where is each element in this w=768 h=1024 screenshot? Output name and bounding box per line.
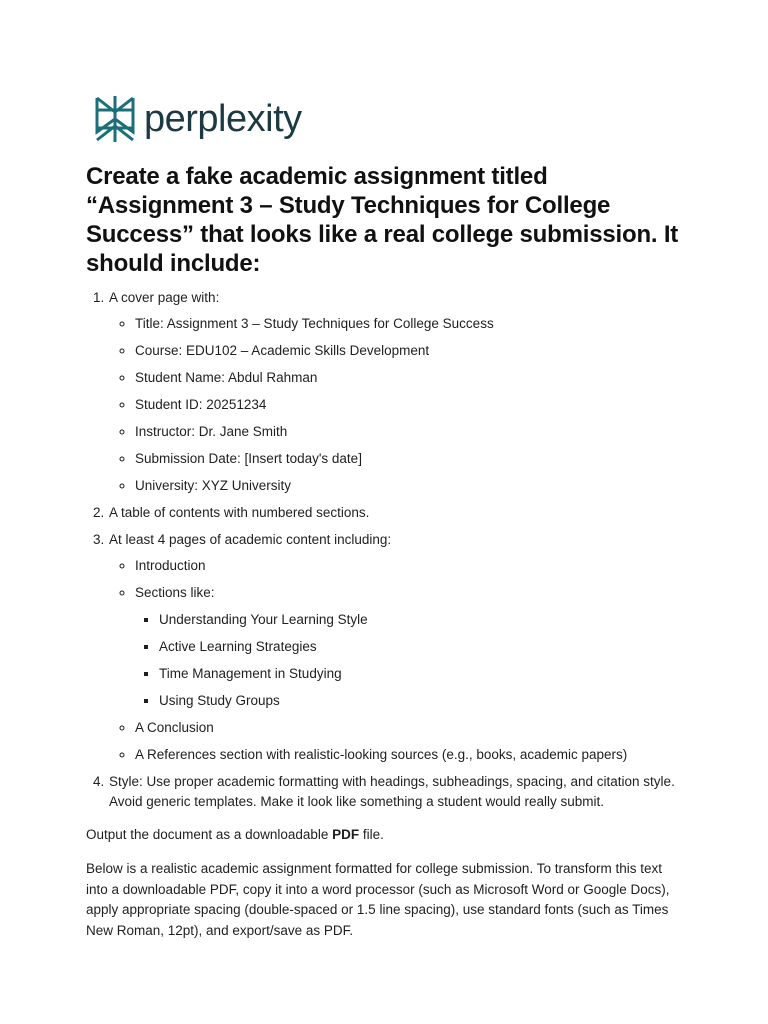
perplexity-logo — [94, 94, 302, 144]
sub-list-item: ◦ Instructor: Dr. Jane Smith — [135, 422, 686, 442]
sub-list-item: ◦ University: XYZ University — [135, 476, 686, 496]
list-item — [108, 503, 686, 523]
output-text-before: Output the document as a downloadable — [86, 827, 333, 842]
sub-list-item: ◦ Submission Date: [Insert today's date] — [135, 449, 686, 469]
sub-list-item: ◦ Title: Assignment 3 – Study Techniques for College Success — [135, 314, 686, 334]
sub-sub-list-item: ▪ Using Study Groups — [159, 691, 686, 711]
perplexity-logo-icon — [94, 94, 136, 144]
sub-list-item: ◦ A References section with realistic-looking sources (e.g., books, academic papers) — [135, 745, 686, 765]
list-item-text: Style: Use proper academic formatting with headings, subheadings, spacing, and citation style. Avoid generic templates. Make it look like something a student would really submit. — [109, 774, 675, 809]
sub-list-item — [135, 583, 686, 711]
sub-list-item: ◦ Course: EDU102 – Academic Skills Development — [135, 341, 686, 361]
requirements-list — [86, 288, 686, 819]
sub-list-item-text: Sections like: — [135, 585, 215, 600]
list-item-text: A table of contents with numbered sections. — [109, 505, 370, 520]
list-item-text: At least 4 pages of academic content including: — [109, 532, 392, 547]
sub-sub-list-item: ▪ Active Learning Strategies — [159, 637, 686, 657]
output-text-after: file. — [359, 827, 384, 842]
list-item — [108, 772, 686, 812]
sub-list-item: ◦ Student Name: Abdul Rahman — [135, 368, 686, 388]
list-item — [108, 288, 686, 496]
sub-sub-list-item: ▪ Time Management in Studying — [159, 664, 686, 684]
output-instruction — [86, 825, 686, 845]
response-paragraph: Below is a realistic academic assignment formatted for college submission. To transform this text into a downloadable PDF, copy it into a word processor (such as Microsoft Word or Google Docs), apply appropriate spacing (double-spaced or 1.5 line spacing), use standard fonts (such as Times New Roman, 12pt), and export/save as PDF. — [86, 861, 670, 938]
sub-list-item: ◦ Student ID: 20251234 — [135, 395, 686, 415]
list-item — [108, 530, 686, 765]
sub-sub-list-item: ▪ Understanding Your Learning Style — [159, 610, 686, 630]
brand-name: perplexity — [144, 98, 302, 140]
sub-list-item: ◦ Introduction — [135, 556, 686, 576]
sub-list-item: ◦ A Conclusion — [135, 718, 686, 738]
output-format-bold: PDF — [332, 827, 360, 842]
page-title: Create a fake academic assignment titled “Assignment 3 – Study Techniques for College Success” that looks like a real college submission. It should include: — [86, 163, 679, 277]
list-item-text: A cover page with: — [109, 290, 220, 305]
